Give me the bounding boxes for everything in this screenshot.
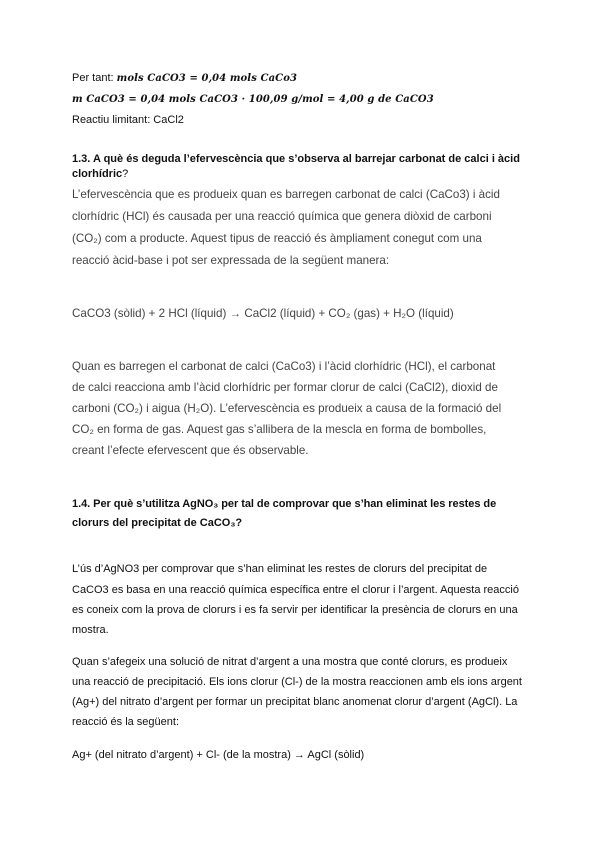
per-tant-line — [72, 72, 297, 84]
section-1-3-heading-bold: clorhídric — [72, 168, 123, 180]
section-1-4-heading-line1: 1.4. Per què s’utilitza AgNO₃ per tal de comprovar que s’han eliminat les restes de — [72, 498, 497, 510]
section-1-4-para1-line: L’ús d’AgNO3 per comprovar que s’han eliminat les restes de clorurs del precipitat de — [72, 563, 488, 575]
mass-formula: m CaCO3 = 0,04 mols CaCO3 · 100,09 g/mol = 4,00 g de CaCO3 — [72, 94, 434, 105]
section-1-3-para2-line: creant l’efecte efervescent que és observable. — [72, 444, 309, 457]
section-1-4-para2-line: una reacció de precipitació. Els ions clorur (Cl-) de la mostra reaccionen amb els ions argent — [72, 676, 522, 688]
section-1-3-equation: CaCO3 (sòlid) + 2 HCl (líquid) → CaCl2 (líquid) + CO₂ (gas) + H₂O (líquid) — [72, 307, 454, 320]
section-1-4-para2-line: reacció és la següent: — [72, 716, 180, 728]
section-1-3-heading-tail: ? — [122, 168, 129, 180]
limiting-reagent: Reactiu limitant: CaCl2 — [72, 114, 184, 126]
section-1-3-para2-line: carboni (CO₂) i aigua (H₂O). L’efervescència es produeix a causa de la formació del — [72, 402, 502, 415]
section-1-4-para2-line: Quan s’afegeix una solució de nitrat d’argent a una mostra que conté clorurs, es produeix — [72, 656, 508, 668]
section-1-3-para2-line: Quan es barregen el carbonat de calci (CaCo3) i l’àcid clorhídric (HCl), el carbonat — [72, 360, 496, 373]
per-tant-label: Per tant: — [72, 72, 114, 84]
section-1-3-para1-line: clorhídric (HCl) és causada per una reacció química que genera diòxid de carboni — [72, 210, 492, 223]
section-1-3-para2-line: de calci reacciona amb l’àcid clorhídric per formar clorur de calci (CaCl2), dioxid de — [72, 381, 498, 394]
section-1-4-para1-line: mostra. — [72, 624, 109, 636]
per-tant-formula: mols CaCO3 = 0,04 mols CaCo3 — [116, 73, 298, 84]
section-1-4-para1-line: es coneix com la prova de clorurs i es fa servir per identificar la presència de clorurs en una — [72, 604, 518, 616]
section-1-3-para2-line: CO₂ en forma de gas. Aquest gas s’allibera de la mescla en forma de bombolles, — [72, 423, 487, 436]
section-1-4-equation: Ag+ (del nitrato d’argent) + Cl- (de la mostra) → AgCl (sòlid) — [72, 749, 365, 761]
section-1-3-para1-line: reacció àcid-base i pot ser expressada de la següent manera: — [72, 254, 390, 267]
section-1-4-para1-line: CaCO3 es basa en una reacció química específica entre el clorur i l’argent. Aquesta reacció — [72, 584, 519, 596]
section-1-4-heading-line2: clorurs del precipitat de CaCO₃? — [72, 517, 243, 529]
section-1-3-heading-line1: 1.3. A què és deguda l’efervescència que s’observa al barrejar carbonat de calci i àcid — [72, 153, 520, 165]
section-1-4-para2-line: (Ag+) del nitrato d’argent per formar un precipitat blanc anomenat clorur d’argent (AgCl). La — [72, 696, 518, 708]
section-1-3-para1-line: (CO₂) com a producte. Aquest tipus de reacció és àmpliament conegut com una — [72, 232, 482, 245]
section-1-3-heading-line2 — [72, 168, 128, 180]
section-1-3-para1-line: L’efervescència que es produeix quan es barregen carbonat de calci (CaCo3) i àcid — [72, 188, 500, 201]
